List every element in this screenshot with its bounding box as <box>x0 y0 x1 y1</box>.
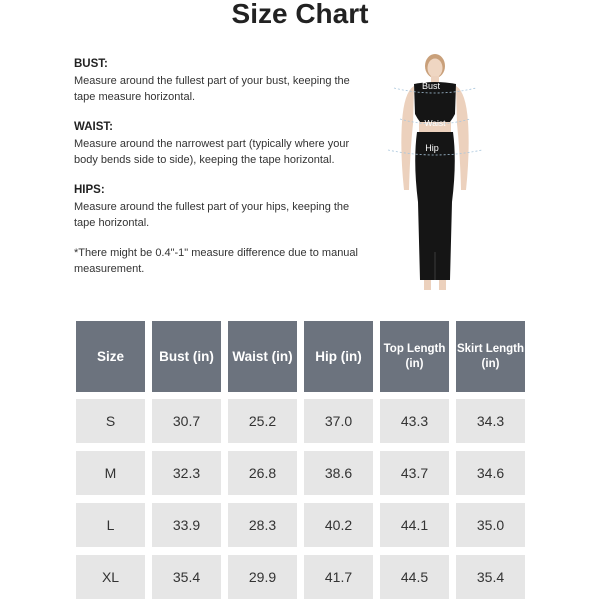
waist-figure-label: Waist <box>424 118 446 128</box>
measurement-note: *There might be 0.4"-1" measure difference due to manual measurement. <box>74 247 358 275</box>
hip-figure-label: Hip <box>425 143 439 153</box>
table-cell: 43.3 <box>380 399 449 443</box>
header-size: Size <box>76 321 145 392</box>
header-bust: Bust (in) <box>152 321 221 392</box>
table-cell: 28.3 <box>228 503 297 547</box>
right-leg-shape <box>439 280 446 290</box>
left-leg-shape <box>424 280 431 290</box>
header-hip: Hip (in) <box>304 321 373 392</box>
face-shape <box>428 59 443 78</box>
table-cell: 29.9 <box>228 555 297 599</box>
table-cell: 35.4 <box>152 555 221 599</box>
table-cell: 38.6 <box>304 451 373 495</box>
bust-figure-label: Bust <box>421 81 441 91</box>
table-cell: 44.5 <box>380 555 449 599</box>
table-cell: 41.7 <box>304 555 373 599</box>
header-skirt-length: Skirt Length (in) <box>456 321 525 392</box>
table-cell: 34.3 <box>456 399 525 443</box>
table-cell: 44.1 <box>380 503 449 547</box>
table-row <box>76 399 525 443</box>
waist-guide <box>74 119 364 168</box>
bust-instructions: Measure around the fullest part of your bust, keeping the tape measure horizontal. <box>74 75 350 103</box>
left-arm-shape <box>401 86 414 190</box>
header-waist: Waist (in) <box>228 321 297 392</box>
table-cell: S <box>76 399 145 443</box>
table-row <box>76 555 525 599</box>
bust-heading: BUST: <box>74 58 108 70</box>
table-cell: M <box>76 451 145 495</box>
bust-guide <box>74 56 364 105</box>
table-cell: 35.0 <box>456 503 525 547</box>
model-illustration <box>380 52 490 292</box>
table-cell: 26.8 <box>228 451 297 495</box>
table-cell: XL <box>76 555 145 599</box>
table-row <box>76 451 525 495</box>
waist-instructions: Measure around the narrowest part (typically where your body bends side to side), keeping the tape horizontal. <box>74 138 350 166</box>
table-cell: 43.7 <box>380 451 449 495</box>
table-cell: 32.3 <box>152 451 221 495</box>
table-cell: 40.2 <box>304 503 373 547</box>
hips-instructions: Measure around the fullest part of your hips, keeping the tape horizontal. <box>74 201 350 229</box>
measurement-guide <box>74 56 364 277</box>
header-top-length: Top Length (in) <box>380 321 449 392</box>
table-cell: 25.2 <box>228 399 297 443</box>
table-cell: 35.4 <box>456 555 525 599</box>
waist-heading: WAIST: <box>74 121 113 133</box>
model-figure <box>380 52 490 292</box>
hips-heading: HIPS: <box>74 184 105 196</box>
table-cell: L <box>76 503 145 547</box>
table-row <box>76 503 525 547</box>
table-cell: 34.6 <box>456 451 525 495</box>
table-cell: 33.9 <box>152 503 221 547</box>
hips-guide <box>74 182 364 231</box>
size-table <box>76 321 525 599</box>
table-cell: 37.0 <box>304 399 373 443</box>
right-arm-shape <box>456 86 469 190</box>
table-header-row <box>76 321 525 392</box>
page-title: Size Chart <box>231 0 369 29</box>
table-cell: 30.7 <box>152 399 221 443</box>
